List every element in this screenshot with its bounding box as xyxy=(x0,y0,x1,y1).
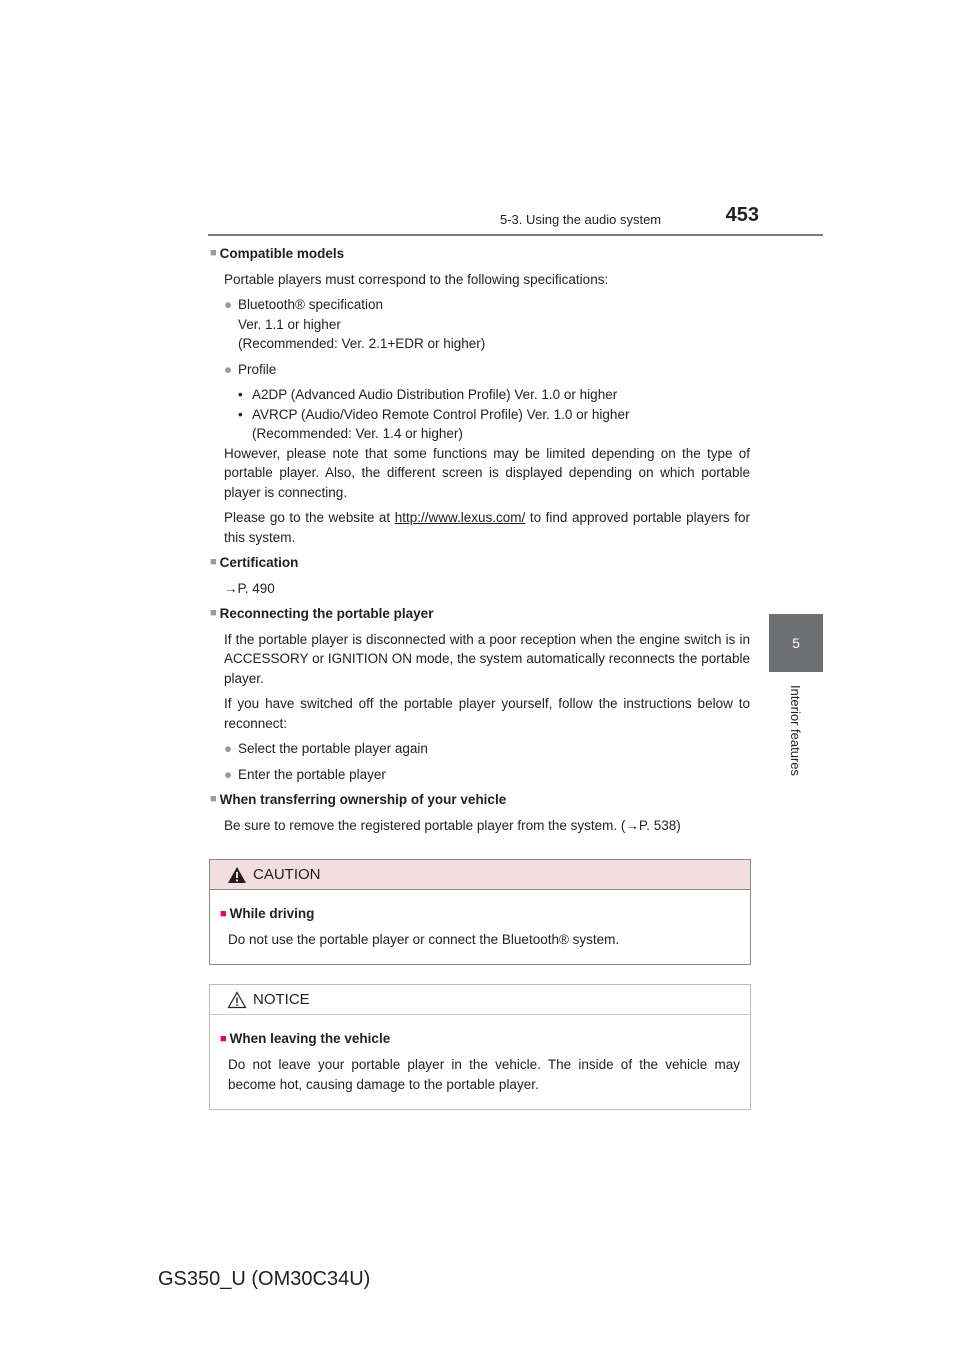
reconnecting-heading: ■ Reconnecting the portable player xyxy=(210,604,750,624)
notice-heading: ■ When leaving the vehicle xyxy=(220,1029,740,1049)
chapter-tab[interactable] xyxy=(769,614,823,672)
square-bullet-icon: ■ xyxy=(210,556,217,568)
lexus-website-link[interactable]: http://www.lexus.com/ xyxy=(394,510,526,525)
reconnect-bullet-1: ● Select the portable player again xyxy=(224,739,750,759)
warning-triangle-icon xyxy=(227,866,247,884)
square-bullet-icon: ■ xyxy=(220,908,227,920)
circle-bullet-icon: ● xyxy=(224,297,233,312)
page-content xyxy=(210,244,750,841)
caution-box xyxy=(209,859,751,965)
section-title: 5-3. Using the audio system xyxy=(500,212,662,227)
avrcp-item: • AVRCP (Audio/Video Remote Control Profile) Ver. 1.0 or higher xyxy=(238,405,750,425)
square-bullet-icon: ■ xyxy=(210,793,217,805)
footer-model: GS350_U (OM30C34U) xyxy=(158,1268,371,1290)
website-paragraph: Please go to the website at http://www.lexus.com/ to find approved portable players for this system. xyxy=(224,510,750,545)
dot-bullet-icon: • xyxy=(238,387,243,402)
square-bullet-icon: ■ xyxy=(210,607,217,619)
square-bullet-icon: ■ xyxy=(220,1033,227,1045)
certification-heading: ■ Certification xyxy=(210,553,750,573)
notice-box xyxy=(209,984,751,1110)
caution-text: Do not use the portable player or connect the Bluetooth® system. xyxy=(228,932,620,947)
chapter-number: 5 xyxy=(792,635,800,651)
reconnect-bullet-2: ● Enter the portable player xyxy=(224,765,750,785)
ownership-heading: ■ When transferring ownership of your vehicle xyxy=(210,790,750,810)
caution-heading: ■ While driving xyxy=(220,904,740,924)
notice-text: Do not leave your portable player in the vehicle. The inside of the vehicle may become hot, causing damage to the portable player. xyxy=(228,1057,740,1092)
caution-title: CAUTION xyxy=(253,866,321,883)
profile-item: ● Profile xyxy=(224,360,750,380)
page-header xyxy=(208,200,823,236)
circle-bullet-icon: ● xyxy=(224,766,233,782)
certification-ref[interactable]: →P. 490 xyxy=(224,580,275,596)
dot-bullet-icon: • xyxy=(238,406,243,422)
notice-body xyxy=(210,1015,750,1095)
chapter-label: Interior features xyxy=(788,684,804,776)
a2dp-item: • A2DP (Advanced Audio Distribution Profile) Ver. 1.0 or higher xyxy=(238,385,750,405)
caution-header xyxy=(210,860,750,890)
compatible-heading: ■ Compatible models xyxy=(210,244,750,264)
reconnecting-p2: If you have switched off the portable player yourself, follow the instructions below to reconnect: xyxy=(224,696,750,731)
notice-title: NOTICE xyxy=(253,991,310,1008)
square-bullet-icon: ■ xyxy=(210,247,217,259)
avrcp-recommended: (Recommended: Ver. 1.4 or higher) xyxy=(252,426,463,441)
caution-body xyxy=(210,890,750,950)
reconnecting-p1: If the portable player is disconnected with a poor reception when the engine switch is in ACCESSORY or IGNITION ON mode, the system automatically reconnects the portable player. xyxy=(224,631,750,686)
warning-triangle-icon xyxy=(227,991,247,1009)
notice-header xyxy=(210,985,750,1015)
circle-bullet-icon: ● xyxy=(224,361,233,377)
page-number: 453 xyxy=(725,204,759,226)
bluetooth-spec-item: ● Bluetooth® specification Ver. 1.1 or higher (Recommended: Ver. 2.1+EDR or higher) xyxy=(224,295,750,354)
ownership-text: Be sure to remove the registered portable player from the system. (→P. 538) xyxy=(224,817,681,833)
compatible-intro: Portable players must correspond to the following specifications: xyxy=(224,271,609,287)
circle-bullet-icon: ● xyxy=(224,741,233,756)
however-paragraph: However, please note that some functions may be limited depending on the type of portable player. Also, the different screen is displayed depending on which portable player is connecting. xyxy=(224,445,750,500)
